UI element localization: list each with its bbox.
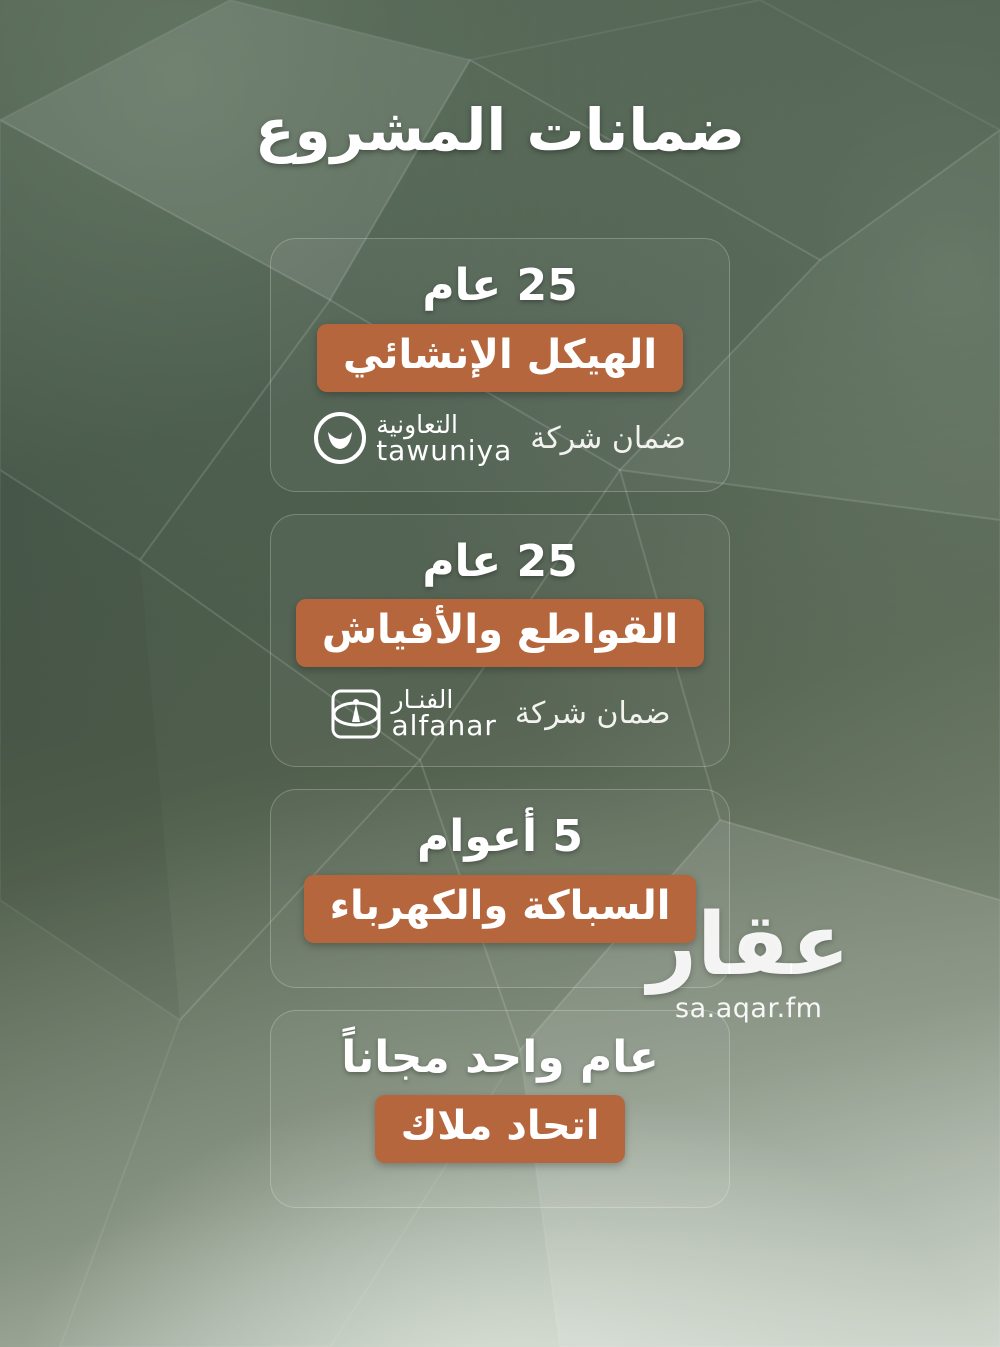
alfanar-logo-icon xyxy=(330,688,382,740)
guarantor-label: ضمان شركة xyxy=(514,696,671,732)
brand-name-en: tawuniya xyxy=(376,433,513,467)
guarantee-card xyxy=(270,238,730,492)
guarantor-label: ضمان شركة xyxy=(530,420,686,456)
brand-text xyxy=(391,685,497,743)
guarantor-brand xyxy=(330,685,497,743)
guarantee-duration: 25 عام xyxy=(422,260,578,311)
guarantor-brand xyxy=(314,409,513,467)
guarantee-card xyxy=(270,789,730,988)
guarantee-card xyxy=(270,514,730,768)
brand-text xyxy=(376,409,513,467)
brand-name-en: alfanar xyxy=(391,709,497,743)
guarantee-item-pill: اتحاد ملاك xyxy=(375,1095,626,1163)
tawuniya-logo-icon xyxy=(314,412,366,464)
guarantor-row xyxy=(314,409,686,467)
brand-name-ar: التعاونية xyxy=(376,409,458,439)
watermark-logo: عقار xyxy=(647,895,850,995)
guarantee-card-list xyxy=(0,238,1000,1208)
guarantee-card xyxy=(270,1010,730,1209)
guarantee-item-pill: القواطع والأفياش xyxy=(296,599,704,667)
guarantee-duration: عام واحد مجاناً xyxy=(341,1031,659,1083)
page-title: ضمانات المشروع xyxy=(254,96,746,164)
watermark-url: sa.aqar.fm xyxy=(675,992,823,1024)
guarantee-item-pill: الهيكل الإنشائي xyxy=(317,324,683,392)
guarantee-duration: 5 أعوام xyxy=(417,811,583,863)
brand-name-ar: الفنـار xyxy=(391,685,454,715)
guarantor-row xyxy=(330,685,671,743)
guarantee-duration: 25 عام xyxy=(422,535,578,587)
guarantee-item-pill: السباكة والكهرباء xyxy=(304,875,697,943)
